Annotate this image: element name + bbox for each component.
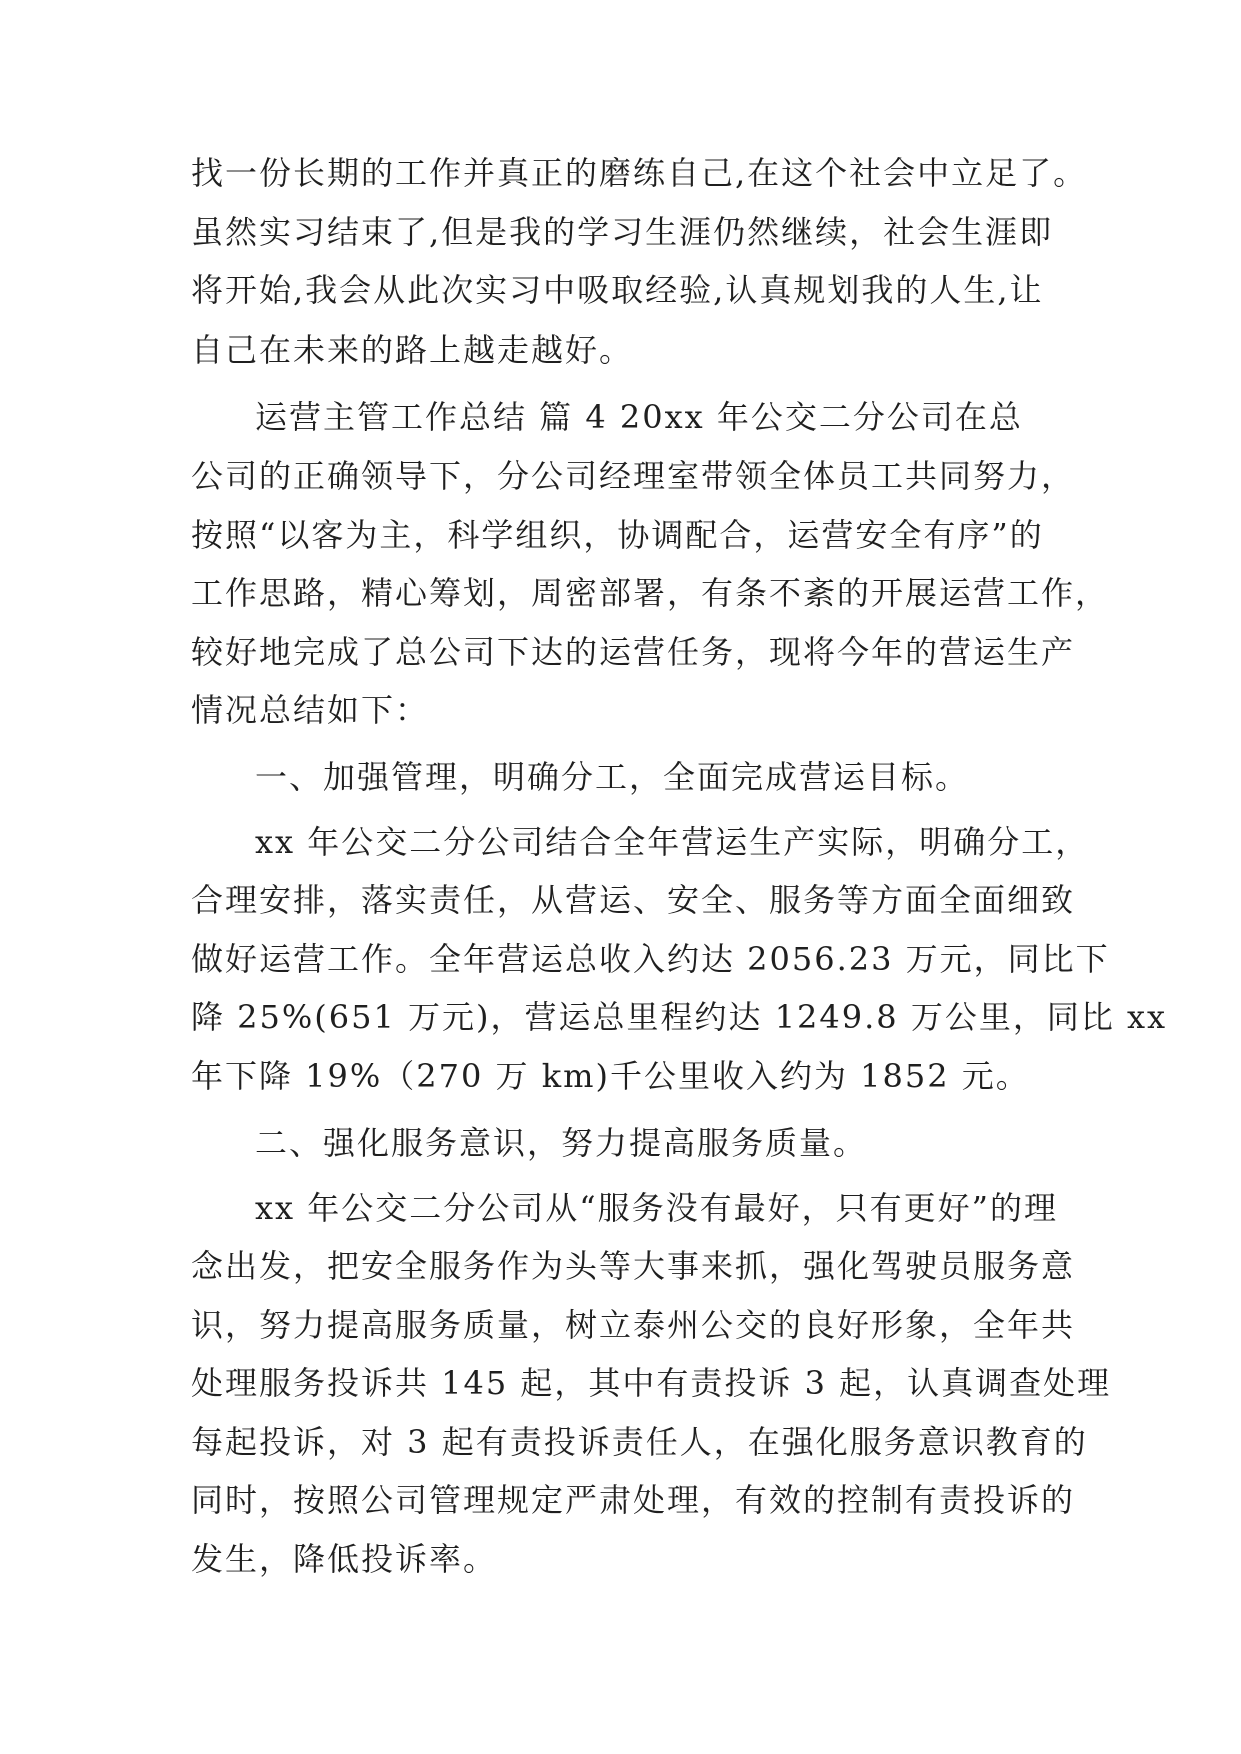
text-line: 处理服务投诉共 145 起，其中有责投诉 3 起，认真调查处理 [191,1364,1112,1402]
text-line: 降 25%(651 万元)，营运总里程约达 1249.8 万公里，同比 xx [191,998,1168,1036]
text-line: 做好运营工作。全年营运总收入约达 2056.23 万元，同比下 [191,940,1110,978]
subheading: 一、加强管理，明确分工，全面完成营运目标。 [255,758,970,796]
section-heading: 运营主管工作总结 篇 4 20xx 年公交二分公司在总 [255,398,1023,436]
text-line: 自己在未来的路上越走越好。 [191,331,634,369]
text-line: xx 年公交二分公司结合全年营运生产实际，明确分工， [255,823,1090,861]
text-line: 较好地完成了总公司下达的运营任务，现将今年的营运生产 [191,633,1076,671]
text-line: 按照“以客为主，科学组织，协调配合，运营安全有序”的 [191,516,1044,554]
text-line: 念出发，把安全服务作为头等大事来抓，强化驾驶员服务意 [191,1247,1076,1285]
text-line: 情况总结如下： [191,691,430,729]
text-line: 公司的正确领导下，分公司经理室带领全体员工共同努力， [191,457,1076,495]
text-line: 工作思路，精心筹划，周密部署，有条不紊的开展运营工作， [191,574,1110,612]
text-line: 每起投诉，对 3 起有责投诉责任人，在强化服务意识教育的 [191,1423,1088,1461]
text-line: 识，努力提高服务质量，树立泰州公交的良好形象，全年共 [191,1306,1076,1344]
text-line: 虽然实习结束了,但是我的学习生涯仍然继续，社会生涯即 [191,213,1054,251]
subheading: 二、强化服务意识，努力提高服务质量。 [255,1124,868,1162]
text-line: 年下降 19%（270 万 km)千公里收入约为 1852 元。 [191,1057,1030,1095]
text-line: 找一份长期的工作并真正的磨练自己,在这个社会中立足了。 [191,154,1088,192]
text-line: 同时，按照公司管理规定严肃处理，有效的控制有责投诉的 [191,1481,1076,1519]
text-line: 将开始,我会从此次实习中吸取经验,认真规划我的人生,让 [191,271,1044,309]
text-line: 合理安排，落实责任，从营运、安全、服务等方面全面细致 [191,881,1076,919]
text-line: xx 年公交二分公司从“服务没有最好，只有更好”的理 [255,1189,1058,1227]
text-line: 发生，降低投诉率。 [191,1540,498,1578]
